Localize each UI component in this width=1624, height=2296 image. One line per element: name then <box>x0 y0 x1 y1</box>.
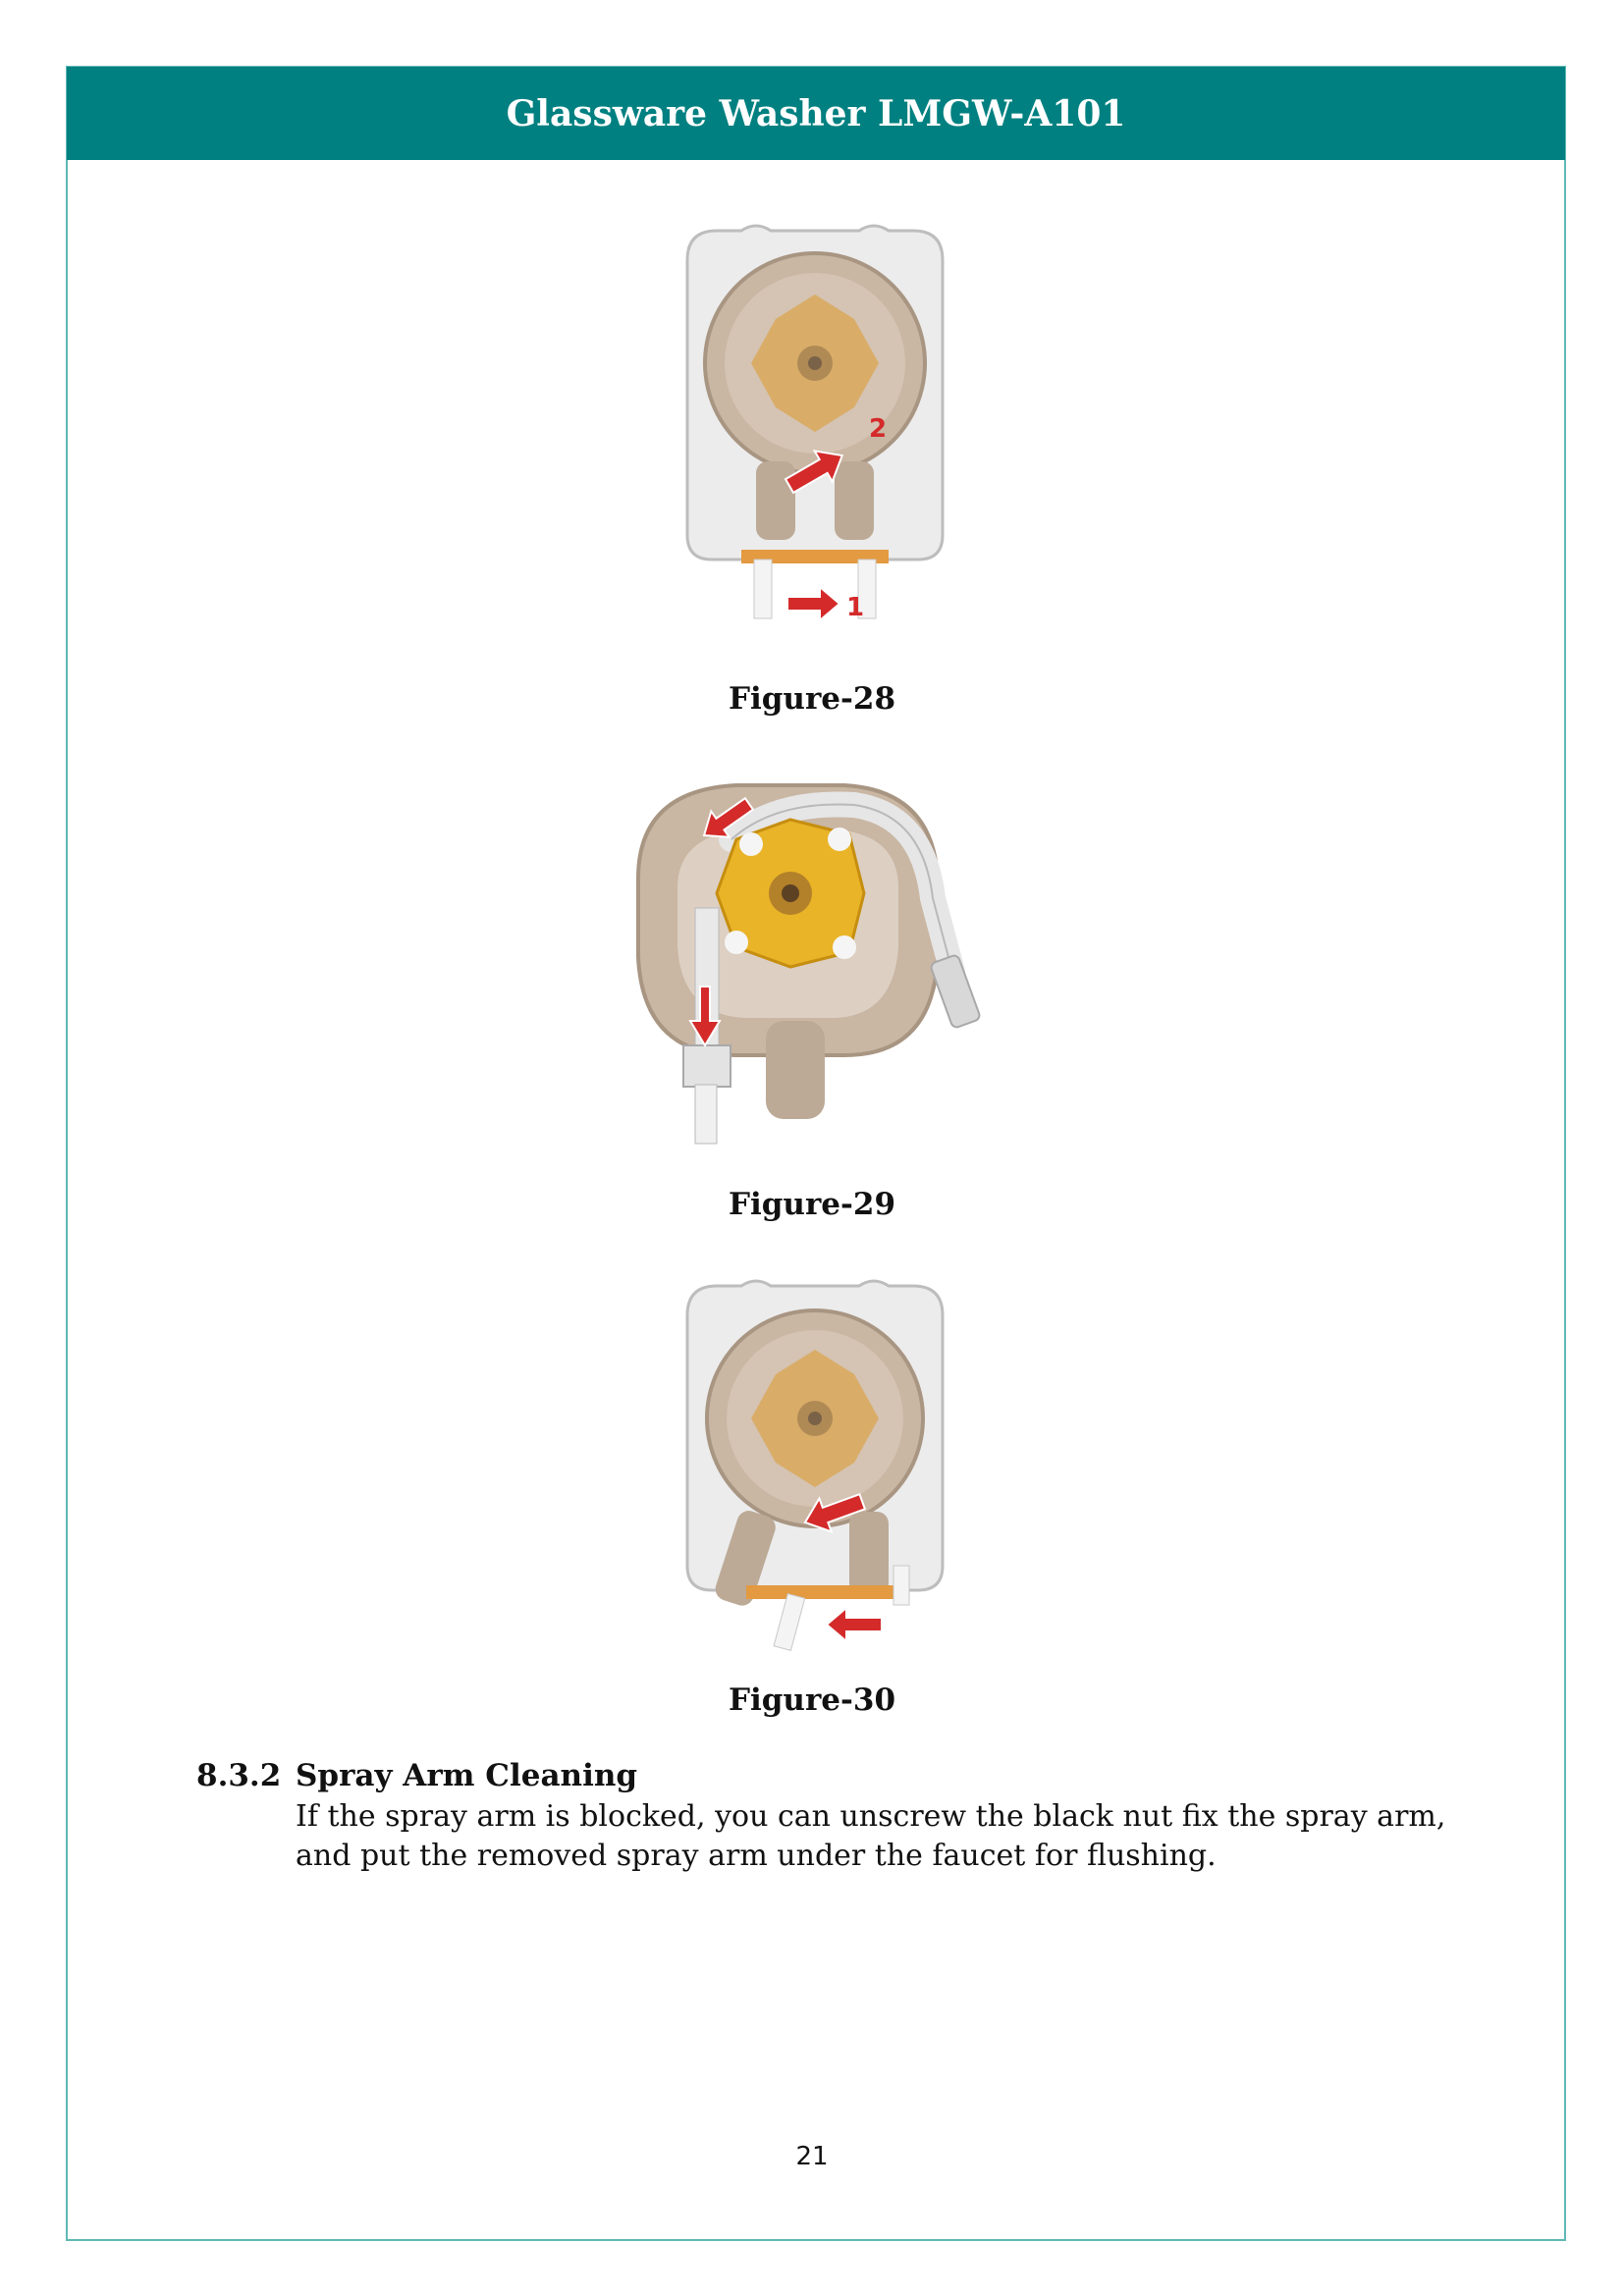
figure-29-pump-image <box>619 761 1021 1153</box>
header-title: Glassware Washer LMGW-A101 <box>506 92 1126 134</box>
section-body: If the spray arm is blocked, you can unscrew the black nut fix the spray arm, and put the removed spray arm under the faucet for flushing. <box>296 1799 1446 1873</box>
section-title: Spray Arm Cleaning <box>296 1758 638 1793</box>
figure-28-label-1: 1 <box>846 593 865 622</box>
figure-28-pump-image <box>658 211 972 643</box>
figure-30-caption: Figure-30 <box>728 1682 896 1718</box>
figure-28-label-2: 2 <box>869 414 888 444</box>
page-header <box>67 67 1565 160</box>
figure-30-pump-image <box>658 1271 972 1664</box>
section-number: 8.3.2 <box>196 1758 282 1793</box>
figure-29-caption: Figure-29 <box>728 1187 896 1222</box>
figure-28-caption: Figure-28 <box>728 681 896 717</box>
page-number: 21 <box>795 2142 829 2171</box>
